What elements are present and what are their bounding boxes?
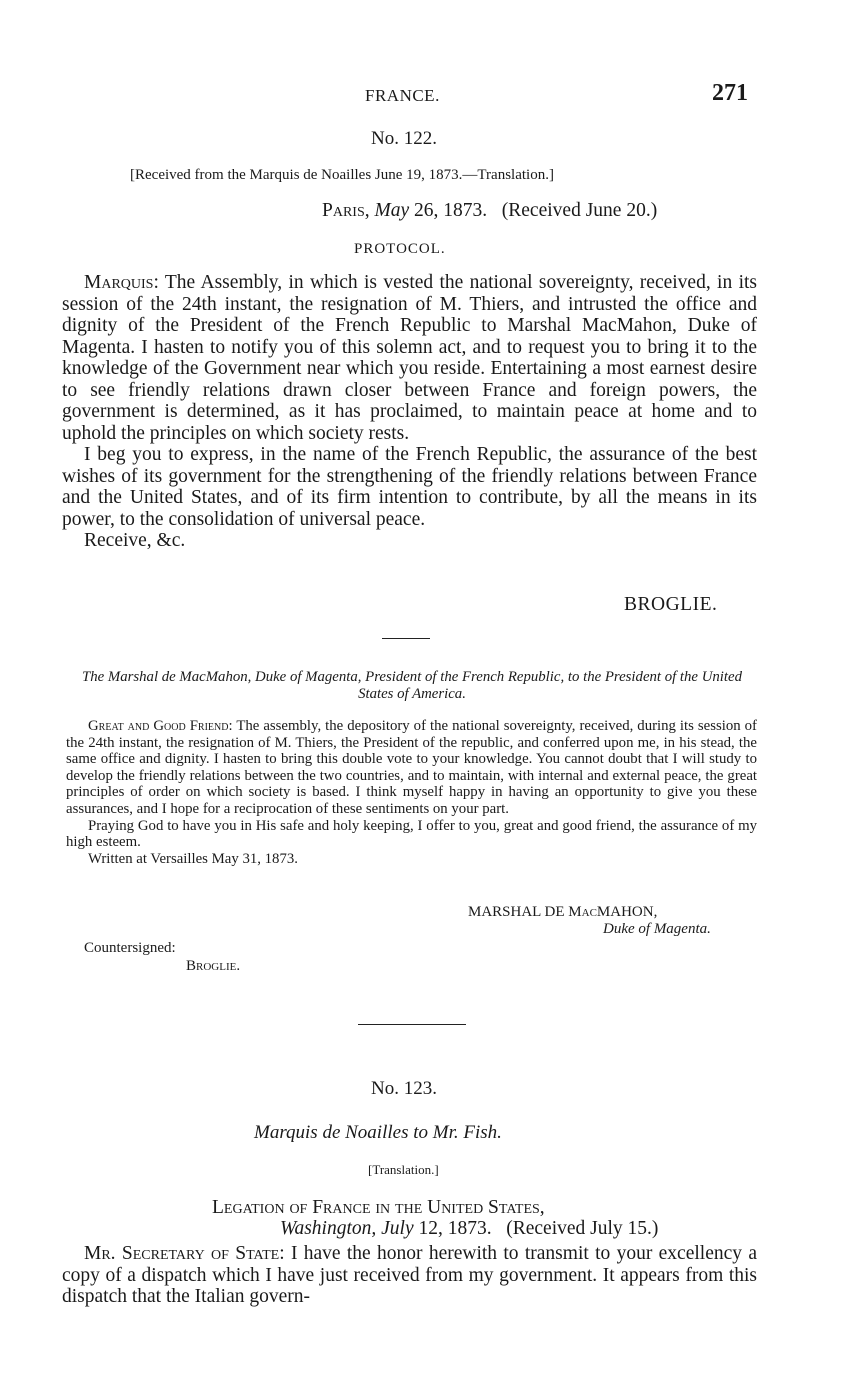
document-title-123: Marquis de Noailles to Mr. Fish. bbox=[254, 1122, 502, 1143]
dateline-123-date: 12, 1873. bbox=[418, 1218, 492, 1239]
dateline-123-place: Washington, bbox=[280, 1218, 377, 1239]
enclosure-written: Written at Versailles May 31, 1873. bbox=[88, 850, 298, 867]
letter-salutation: Marquis: bbox=[84, 272, 159, 293]
dateline-received: (Received June 20.) bbox=[501, 200, 658, 221]
document-number-123: No. 123. bbox=[371, 1078, 437, 1099]
section-divider bbox=[382, 638, 430, 639]
enclosure-salutation: Great and Good Friend: bbox=[88, 718, 233, 734]
section-divider-2 bbox=[358, 1024, 466, 1025]
translation-note: [Translation.] bbox=[368, 1162, 439, 1177]
letter-paragraph-1: The Assembly, in which is vested the national sovereignty, received, in its session of the 24th instant, the resignation of M. Thiers, and intrusted the office and dignity of the President of the French Republic to Marshal MacMahon, Duke of Magenta. I hasten to notify you of this solemn act, and to request you to bring it to the knowledge of the Government near which you reside. Entertaining a most earnest desire to see friendly relations drawn closer between France and foreign powers, the government is determined, as it has proclaimed, to maintain peace at home and to uphold the principles on which society rests. bbox=[62, 272, 758, 444]
signature-broglie: BROGLIE. bbox=[624, 594, 718, 615]
signature-macmahon: MARSHAL DE MacMAHON, bbox=[468, 904, 658, 920]
dateline-month: May bbox=[374, 200, 410, 221]
enclosure-paragraph-2: Praying God to have you in His safe and holy keeping, I offer to you, great and good friend, the assurance of my high esteem. bbox=[66, 817, 757, 851]
letter-paragraph-2: I beg you to express, in the name of the French Republic, the assurance of the best wishes of its government for the strengthening of the friendly relations between France and the United States, and of its firm intention to contribute, by all the means in its power, to the consolidation of universal peace. bbox=[62, 444, 757, 530]
enclosure-title bbox=[66, 669, 758, 702]
legation-line: Legation of France in the United States, bbox=[212, 1197, 545, 1218]
document-number: No. 122. bbox=[371, 128, 437, 149]
letter-123-paragraph-1: I have the honor herewith to transmit to your excellency a copy of a dispatch which I have just received from my government. It appears from this dispatch that the Italian govern- bbox=[62, 1243, 757, 1307]
dateline-date: 26, 1873. bbox=[414, 200, 488, 221]
page-number: 271 bbox=[712, 80, 748, 106]
letter-closing: Receive, &c. bbox=[84, 530, 186, 551]
letter-body-123 bbox=[62, 1243, 757, 1308]
enclosure-body bbox=[66, 718, 757, 867]
dateline bbox=[322, 200, 657, 222]
protocol-heading: PROTOCOL. bbox=[354, 241, 446, 257]
dateline-123 bbox=[280, 1218, 658, 1240]
dateline-place: Paris, bbox=[322, 200, 370, 221]
signature-macmahon-title: Duke of Magenta. bbox=[603, 921, 711, 937]
letter-123-salutation: Mr. Secretary of State: bbox=[84, 1243, 285, 1264]
running-title: FRANCE. bbox=[365, 86, 440, 105]
letter-body-122 bbox=[62, 272, 757, 552]
dateline-123-received: (Received July 15.) bbox=[506, 1218, 659, 1239]
countersigned-label: Countersigned: bbox=[84, 940, 176, 956]
dateline-123-month: July bbox=[381, 1218, 414, 1239]
enclosure-paragraph-1: The assembly, the depository of the national sovereignty, received, during its session of the 24th instant, the resignation of M. Thiers, the President of the republic, and conferred upon me, in his stead, the same office and dignity. I hasten to bring this double vote to your knowledge. You cannot doubt that I will study to develop the friendly relations between the two countries, and to maintain, with internal and external peace, the great principles of order on which society is based. I think myself happy in having an opportunity to give you these assurances, and I hope for a reciprocation of these sentiments on your part. bbox=[66, 718, 757, 817]
enclosure-title-text: The Marshal de MacMahon, Duke of Magenta, President of the French Republic, to the President of the United States of America. bbox=[82, 669, 742, 702]
countersigned-name: Broglie. bbox=[186, 958, 241, 974]
received-note: [Received from the Marquis de Noailles June 19, 1873.—Translation.] bbox=[130, 167, 554, 183]
